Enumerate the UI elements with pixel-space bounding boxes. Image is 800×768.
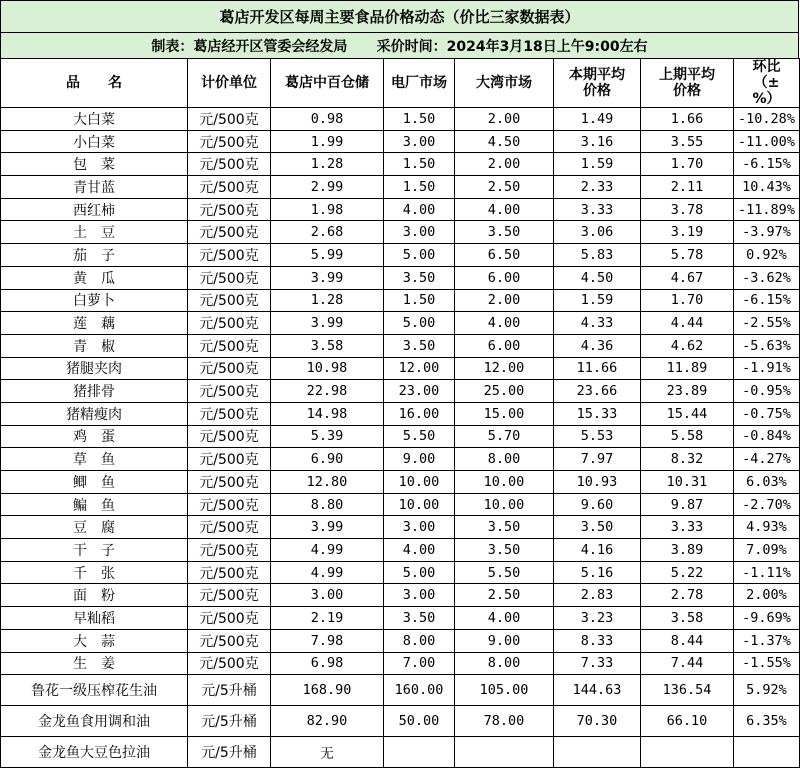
- table-body: [1, 108, 800, 768]
- table-cell: 2.00%: [734, 584, 800, 607]
- table-cell: 西红柿: [1, 198, 188, 221]
- table-cell: -0.84%: [734, 425, 800, 448]
- table-cell: 元/5升桶: [188, 675, 271, 706]
- table-cell: 面 粉: [1, 584, 188, 607]
- table-cell: 鲁花一级压榨花生油: [1, 675, 188, 706]
- table-cell: 4.36: [554, 334, 641, 357]
- table-row: [1, 312, 800, 335]
- table-cell: 5.22: [641, 561, 734, 584]
- table-cell: 猪腿夹肉: [1, 357, 188, 380]
- table-cell: 7.44: [641, 652, 734, 675]
- table-cell: 9.60: [554, 493, 641, 516]
- table-cell: 1.99: [271, 130, 384, 153]
- table-cell: 元/500克: [188, 244, 271, 267]
- table-cell: 10.00: [455, 471, 554, 494]
- table-cell: 元/500克: [188, 108, 271, 131]
- table-cell: 15.33: [554, 402, 641, 425]
- table-cell: 3.55: [641, 130, 734, 153]
- table-cell: 1.50: [384, 153, 455, 176]
- table-cell: -6.15%: [734, 289, 800, 312]
- table-cell: 16.00: [384, 402, 455, 425]
- table-cell: -11.00%: [734, 130, 800, 153]
- table-cell: 10.98: [271, 357, 384, 380]
- table-cell: 23.89: [641, 380, 734, 403]
- table-cell: 3.78: [641, 198, 734, 221]
- table-cell: 12.80: [271, 471, 384, 494]
- table-cell: 6.03%: [734, 471, 800, 494]
- table-row: [1, 471, 800, 494]
- table-cell: 早籼稻: [1, 607, 188, 630]
- table-cell: 3.50: [554, 516, 641, 539]
- table-cell: 3.06: [554, 221, 641, 244]
- table-cell: 7.00: [384, 652, 455, 675]
- table-cell: -0.95%: [734, 380, 800, 403]
- table-cell: 12.00: [384, 357, 455, 380]
- table-cell: 2.33: [554, 176, 641, 199]
- table-cell: 元/500克: [188, 607, 271, 630]
- table-row: [1, 380, 800, 403]
- table-cell: 3.50: [384, 334, 455, 357]
- table-cell: 元/500克: [188, 198, 271, 221]
- table-row: [1, 357, 800, 380]
- table-cell: 鲫 鱼: [1, 471, 188, 494]
- table-cell: 15.44: [641, 402, 734, 425]
- table-row: [1, 516, 800, 539]
- table-meta: 制表：葛店经开区管委会经发局 采价时间：2024年3月18日上午9:00左右: [0, 33, 799, 58]
- table-cell: 2.19: [271, 607, 384, 630]
- table-cell: 元/500克: [188, 334, 271, 357]
- table-cell: 5.53: [554, 425, 641, 448]
- table-cell: 1.28: [271, 289, 384, 312]
- table-cell: 2.00: [455, 108, 554, 131]
- table-cell: 78.00: [455, 706, 554, 737]
- table-cell: 11.66: [554, 357, 641, 380]
- table-cell: 4.44: [641, 312, 734, 335]
- table-cell: 10.00: [455, 493, 554, 516]
- table-cell: 8.44: [641, 629, 734, 652]
- table-cell: 3.33: [554, 198, 641, 221]
- table-cell: 8.00: [455, 652, 554, 675]
- table-cell: -2.55%: [734, 312, 800, 335]
- table-row: [1, 629, 800, 652]
- col-header-name: 品 名: [1, 59, 188, 108]
- table-cell: 3.58: [641, 607, 734, 630]
- table-cell: 4.00: [455, 312, 554, 335]
- table-row: [1, 244, 800, 267]
- table-cell: 5.00: [384, 312, 455, 335]
- table-cell: 4.99: [271, 539, 384, 562]
- table-cell: 3.89: [641, 539, 734, 562]
- table-cell: 23.00: [384, 380, 455, 403]
- table-cell: 10.00: [384, 493, 455, 516]
- table-cell: 3.00: [271, 584, 384, 607]
- table-cell: 11.89: [641, 357, 734, 380]
- table-cell: 3.99: [271, 516, 384, 539]
- table-cell: 2.83: [554, 584, 641, 607]
- table-cell: 5.92%: [734, 675, 800, 706]
- header-row: [1, 59, 800, 108]
- table-cell: 168.90: [271, 675, 384, 706]
- table-cell: -1.55%: [734, 652, 800, 675]
- table-cell: 元/500克: [188, 380, 271, 403]
- col-header-current-avg: 本期平均价格: [554, 59, 641, 108]
- table-cell: 土 豆: [1, 221, 188, 244]
- table-cell: 8.00: [384, 629, 455, 652]
- table-cell: 8.00: [455, 448, 554, 471]
- table-row: [1, 108, 800, 131]
- table-cell: 小白菜: [1, 130, 188, 153]
- table-cell: 生 姜: [1, 652, 188, 675]
- table-row: [1, 584, 800, 607]
- table-cell: 136.54: [641, 675, 734, 706]
- table-cell: 2.78: [641, 584, 734, 607]
- table-cell: 1.70: [641, 289, 734, 312]
- table-cell: 鳊 鱼: [1, 493, 188, 516]
- table-row: [1, 289, 800, 312]
- table-row: [1, 266, 800, 289]
- table-cell: 8.33: [554, 629, 641, 652]
- table-cell: 9.87: [641, 493, 734, 516]
- table-cell: [641, 737, 734, 768]
- table-row: [1, 334, 800, 357]
- table-cell: 莲 藕: [1, 312, 188, 335]
- table-cell: 7.97: [554, 448, 641, 471]
- table-cell: 3.33: [641, 516, 734, 539]
- table-cell: 12.00: [455, 357, 554, 380]
- table-row: [1, 448, 800, 471]
- table-cell: 4.00: [384, 198, 455, 221]
- table-cell: 1.66: [641, 108, 734, 131]
- table-cell: 3.23: [554, 607, 641, 630]
- table-cell: 大白菜: [1, 108, 188, 131]
- table-cell: 1.50: [384, 176, 455, 199]
- table-cell: -9.69%: [734, 607, 800, 630]
- table-cell: 6.00: [455, 266, 554, 289]
- table-cell: 7.33: [554, 652, 641, 675]
- table-cell: 猪精瘦肉: [1, 402, 188, 425]
- col-header-prior-avg: 上期平均价格: [641, 59, 734, 108]
- table-cell: 金龙鱼食用调和油: [1, 706, 188, 737]
- table-cell: 草 鱼: [1, 448, 188, 471]
- table-cell: 3.50: [384, 266, 455, 289]
- table-cell: 15.00: [455, 402, 554, 425]
- table-cell: 3.50: [455, 539, 554, 562]
- table-cell: 元/500克: [188, 221, 271, 244]
- table-cell: 3.16: [554, 130, 641, 153]
- table-cell: 鸡 蛋: [1, 425, 188, 448]
- table-cell: 5.00: [384, 561, 455, 584]
- table-cell: 10.00: [384, 471, 455, 494]
- table-row: [1, 561, 800, 584]
- table-cell: 3.00: [384, 584, 455, 607]
- table-row: [1, 539, 800, 562]
- table-cell: 5.50: [455, 561, 554, 584]
- table-cell: [554, 737, 641, 768]
- col-header-store-c: 大湾市场: [455, 59, 554, 108]
- table-row: [1, 675, 800, 706]
- table-cell: 6.35%: [734, 706, 800, 737]
- table-cell: 5.16: [554, 561, 641, 584]
- table-row: [1, 221, 800, 244]
- table-row: [1, 652, 800, 675]
- table-cell: 元/5升桶: [188, 706, 271, 737]
- table-cell: 元/500克: [188, 402, 271, 425]
- table-cell: 3.50: [384, 607, 455, 630]
- table-cell: 3.50: [455, 221, 554, 244]
- table-cell: 4.00: [455, 198, 554, 221]
- col-header-store-a: 葛店中百仓储: [271, 59, 384, 108]
- table-cell: 元/500克: [188, 425, 271, 448]
- table-cell: 8.80: [271, 493, 384, 516]
- table-cell: -3.97%: [734, 221, 800, 244]
- table-cell: -5.63%: [734, 334, 800, 357]
- table-cell: 元/500克: [188, 448, 271, 471]
- table-cell: 10.93: [554, 471, 641, 494]
- table-cell: 元/500克: [188, 153, 271, 176]
- table-cell: 5.83: [554, 244, 641, 267]
- table-cell: 3.00: [384, 130, 455, 153]
- table-cell: 元/500克: [188, 266, 271, 289]
- table-cell: 3.99: [271, 312, 384, 335]
- table-cell: 白萝卜: [1, 289, 188, 312]
- table-cell: -1.91%: [734, 357, 800, 380]
- table-cell: 元/500克: [188, 584, 271, 607]
- table-cell: 6.50: [455, 244, 554, 267]
- table-cell: 元/500克: [188, 130, 271, 153]
- table-row: [1, 706, 800, 737]
- table-cell: 元/500克: [188, 516, 271, 539]
- table-cell: 3.00: [384, 221, 455, 244]
- table-cell: 元/500克: [188, 471, 271, 494]
- table-cell: 1.50: [384, 289, 455, 312]
- table-cell: 包 菜: [1, 153, 188, 176]
- table-cell: 4.33: [554, 312, 641, 335]
- table-cell: 3.58: [271, 334, 384, 357]
- table-cell: 1.49: [554, 108, 641, 131]
- table-cell: 8.32: [641, 448, 734, 471]
- table-cell: 猪排骨: [1, 380, 188, 403]
- table-cell: 元/500克: [188, 629, 271, 652]
- table-cell: -11.89%: [734, 198, 800, 221]
- table-cell: 1.59: [554, 153, 641, 176]
- table-cell: 5.99: [271, 244, 384, 267]
- table-row: [1, 607, 800, 630]
- table-cell: 千 张: [1, 561, 188, 584]
- table-cell: 4.62: [641, 334, 734, 357]
- page-title: 葛店开发区每周主要食品价格动态（价比三家数据表）: [0, 0, 799, 33]
- table-cell: 5.78: [641, 244, 734, 267]
- table-cell: 元/500克: [188, 652, 271, 675]
- price-table: [0, 58, 800, 768]
- table-cell: 50.00: [384, 706, 455, 737]
- table-cell: -3.62%: [734, 266, 800, 289]
- col-header-change: 环比（±%）: [734, 59, 800, 108]
- table-cell: -1.11%: [734, 561, 800, 584]
- table-cell: 160.00: [384, 675, 455, 706]
- table-cell: 2.00: [455, 289, 554, 312]
- table-cell: 82.90: [271, 706, 384, 737]
- table-cell: 14.98: [271, 402, 384, 425]
- table-cell: 3.99: [271, 266, 384, 289]
- table-cell: -2.70%: [734, 493, 800, 516]
- table-cell: 7.09%: [734, 539, 800, 562]
- table-cell: 5.50: [384, 425, 455, 448]
- table-cell: 6.00: [455, 334, 554, 357]
- table-row: [1, 402, 800, 425]
- table-cell: -6.15%: [734, 153, 800, 176]
- table-cell: 干 子: [1, 539, 188, 562]
- table-cell: 豆 腐: [1, 516, 188, 539]
- table-row: [1, 130, 800, 153]
- table-cell: 元/500克: [188, 176, 271, 199]
- table-cell: 105.00: [455, 675, 554, 706]
- table-row: [1, 198, 800, 221]
- table-cell: 2.68: [271, 221, 384, 244]
- table-cell: 3.00: [384, 516, 455, 539]
- table-cell: 9.00: [384, 448, 455, 471]
- table-cell: [734, 737, 800, 768]
- table-cell: 元/500克: [188, 289, 271, 312]
- table-cell: 大 蒜: [1, 629, 188, 652]
- table-cell: 5.39: [271, 425, 384, 448]
- table-cell: 4.93%: [734, 516, 800, 539]
- table-cell: 元/500克: [188, 312, 271, 335]
- table-cell: 2.99: [271, 176, 384, 199]
- table-cell: 元/500克: [188, 539, 271, 562]
- table-cell: 4.99: [271, 561, 384, 584]
- table-cell: 2.00: [455, 153, 554, 176]
- table-cell: -1.37%: [734, 629, 800, 652]
- table-cell: 元/500克: [188, 561, 271, 584]
- table-cell: 22.98: [271, 380, 384, 403]
- table-cell: [384, 737, 455, 768]
- table-cell: 0.92%: [734, 244, 800, 267]
- table-cell: 2.50: [455, 584, 554, 607]
- table-cell: 黄 瓜: [1, 266, 188, 289]
- table-cell: 1.59: [554, 289, 641, 312]
- table-cell: 1.70: [641, 153, 734, 176]
- table-cell: 25.00: [455, 380, 554, 403]
- table-cell: 4.00: [384, 539, 455, 562]
- table-cell: -0.75%: [734, 402, 800, 425]
- table-cell: 0.98: [271, 108, 384, 131]
- table-cell: 1.98: [271, 198, 384, 221]
- table-cell: 元/500克: [188, 357, 271, 380]
- table-cell: 6.98: [271, 652, 384, 675]
- table-cell: 23.66: [554, 380, 641, 403]
- table-cell: 青 椒: [1, 334, 188, 357]
- table-row: [1, 153, 800, 176]
- table-cell: 7.98: [271, 629, 384, 652]
- table-cell: 4.67: [641, 266, 734, 289]
- table-row: [1, 737, 800, 768]
- table-cell: 元/500克: [188, 493, 271, 516]
- table-cell: 70.30: [554, 706, 641, 737]
- table-row: [1, 176, 800, 199]
- table-cell: 茄 子: [1, 244, 188, 267]
- table-cell: 5.70: [455, 425, 554, 448]
- table-cell: 4.50: [554, 266, 641, 289]
- table-cell: 10.43%: [734, 176, 800, 199]
- table-cell: 3.19: [641, 221, 734, 244]
- table-cell: 2.50: [455, 176, 554, 199]
- col-header-unit: 计价单位: [188, 59, 271, 108]
- table-cell: 144.63: [554, 675, 641, 706]
- table-cell: [455, 737, 554, 768]
- table-cell: 10.31: [641, 471, 734, 494]
- table-cell: 1.28: [271, 153, 384, 176]
- table-cell: 2.11: [641, 176, 734, 199]
- table-cell: 金龙鱼大豆色拉油: [1, 737, 188, 768]
- col-header-store-b: 电厂市场: [384, 59, 455, 108]
- table-cell: 66.10: [641, 706, 734, 737]
- table-cell: 元/5升桶: [188, 737, 271, 768]
- table-cell: 4.50: [455, 130, 554, 153]
- table-cell: 5.58: [641, 425, 734, 448]
- table-cell: 1.50: [384, 108, 455, 131]
- table-cell: 6.90: [271, 448, 384, 471]
- table-cell: -10.28%: [734, 108, 800, 131]
- table-cell: 青甘蓝: [1, 176, 188, 199]
- table-cell: 9.00: [455, 629, 554, 652]
- table-row: [1, 425, 800, 448]
- table-row: [1, 493, 800, 516]
- table-cell: 3.50: [455, 516, 554, 539]
- table-cell: 无: [271, 737, 384, 768]
- table-cell: 4.16: [554, 539, 641, 562]
- table-cell: 5.00: [384, 244, 455, 267]
- table-cell: -4.27%: [734, 448, 800, 471]
- table-cell: 4.00: [455, 607, 554, 630]
